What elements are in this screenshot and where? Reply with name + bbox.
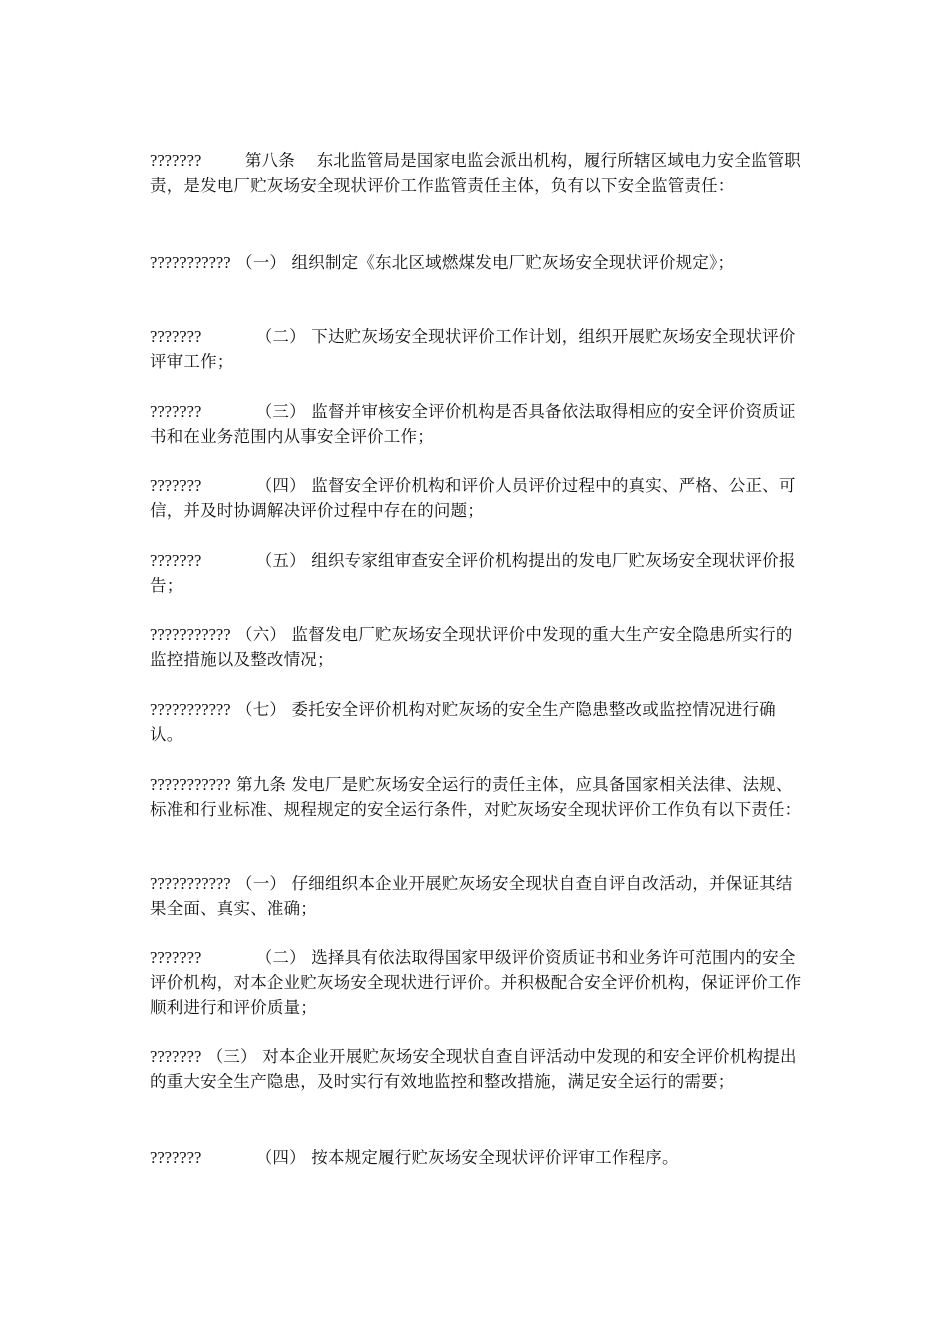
paragraph-marker: ??????? [150, 1047, 202, 1066]
paragraph-marker: ??????? [150, 948, 202, 967]
paragraph-article-8 [150, 148, 802, 198]
paragraph-item-7 [150, 697, 802, 747]
paragraph-item-5 [150, 548, 802, 598]
paragraph-text: （六） 监督发电厂贮灰场安全现状评价中发现的重大生产安全隐患所实行的监控措施以及整改情况； [150, 625, 793, 669]
paragraph-duty-3 [150, 1044, 802, 1094]
paragraph-text: （三） 对本企业开展贮灰场安全现状自查自评活动中发现的和安全评价机构提出的重大安全生产隐患，及时实行有效地监控和整改措施，满足安全运行的需要； [150, 1047, 797, 1091]
paragraph-marker: ??????????? [150, 625, 231, 644]
paragraph-article-9 [150, 772, 802, 822]
paragraph-marker: ??????? [150, 476, 202, 495]
paragraph-item-2 [150, 324, 802, 374]
paragraph-marker: ??????????? [150, 700, 231, 719]
paragraph-duty-4 [150, 1145, 802, 1170]
paragraph-text: （二） 下达贮灰场安全现状评价工作计划，组织开展贮灰场安全现状评价评审工作； [150, 327, 796, 371]
paragraph-marker: ??????? [150, 551, 202, 570]
paragraph-item-3 [150, 399, 802, 449]
paragraph-text: （七） 委托安全评价机构对贮灰场的安全生产隐患整改或监控情况进行确认。 [150, 700, 776, 744]
paragraph-item-6 [150, 622, 802, 672]
paragraph-text: （二） 选择具有依法取得国家甲级评价资质证书和业务许可范围内的安全评价机构，对本企业贮灰场安全现状进行评价。并积极配合安全评价机构，保证评价工作顺利进行和评价质量； [150, 948, 802, 1017]
paragraph-text: （三） 监督并审核安全评价机构是否具备依法取得相应的安全评价资质证书和在业务范围内从事安全评价工作； [150, 402, 796, 446]
paragraph-text: （四） 监督安全评价机构和评价人员评价过程中的真实、严格、公正、可信，并及时协调解决评价过程中存在的问题； [150, 476, 796, 520]
paragraph-duty-1 [150, 871, 802, 921]
paragraph-marker: ??????????? [150, 253, 231, 272]
paragraph-marker: ??????? [150, 151, 202, 170]
paragraph-text: （一） 组织制定《东北区域燃煤发电厂贮灰场安全现状评价规定》； [230, 253, 735, 272]
paragraph-text: 第九条 发电厂是贮灰场安全运行的责任主体，应具备国家相关法律、法规、标准和行业标准、规程规定的安全运行条件，对贮灰场安全现状评价工作负有以下责任： [150, 775, 802, 819]
paragraph-marker: ??????????? [150, 775, 231, 794]
paragraph-text: 第八条 东北监管局是国家电监会派出机构，履行所辖区域电力安全监管职责，是发电厂贮灰场安全现状评价工作监管责任主体，负有以下安全监管责任： [150, 151, 802, 195]
paragraph-marker: ??????? [150, 402, 202, 421]
paragraph-item-1 [150, 250, 802, 275]
paragraph-marker: ??????? [150, 1148, 202, 1167]
paragraph-text: （五） 组织专家组审查安全评价机构提出的发电厂贮灰场安全现状评价报告； [150, 551, 796, 595]
paragraph-marker: ??????????? [150, 874, 231, 893]
paragraph-text: （四） 按本规定履行贮灰场安全现状评价评审工作程序。 [201, 1148, 679, 1167]
paragraph-marker: ??????? [150, 327, 202, 346]
paragraph-item-4 [150, 473, 802, 523]
paragraph-text: （一） 仔细组织本企业开展贮灰场安全现状自查自评自改活动，并保证其结果全面、真实、准确； [150, 874, 793, 918]
paragraph-duty-2 [150, 945, 802, 1020]
